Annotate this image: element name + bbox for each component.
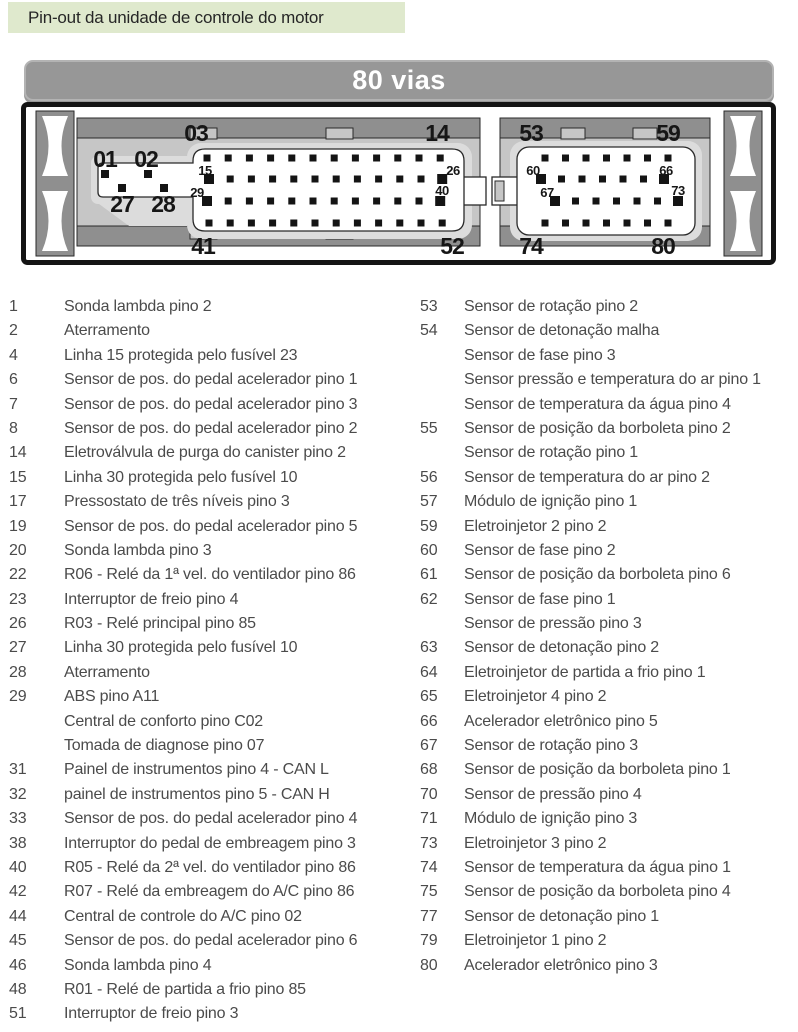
pin-label-73: 73 [671, 183, 685, 198]
pin-list-row [399, 515, 798, 539]
pin-dot [354, 176, 361, 183]
pin-dot [620, 176, 627, 183]
pin-number: 51 [9, 1005, 27, 1023]
pin-dot [288, 198, 295, 205]
pin-number: 6 [9, 371, 18, 389]
pin-description: Sensor de pos. do pedal acelerador pino 6 [64, 932, 358, 950]
pin-list-row [0, 734, 399, 758]
pin-list-row [399, 929, 798, 953]
pin-list-row [0, 832, 399, 856]
pin-dot [246, 198, 253, 205]
pin-list-row [0, 954, 399, 978]
pin-description: Sensor de posição da borboleta pino 6 [464, 566, 731, 584]
pin-description: R06 - Relé da 1ª vel. do ventilador pino 86 [64, 566, 356, 584]
pin-number: 70 [420, 785, 438, 803]
pin-label-03: 03 [184, 120, 208, 146]
pin-number: 22 [9, 566, 27, 584]
pin-dot [373, 155, 380, 162]
pin-description: painel de instrumentos pino 5 - CAN H [64, 785, 330, 803]
pin-description: Interruptor do pedal de embreagem pino 3 [64, 834, 356, 852]
pin-list-row [0, 685, 399, 709]
pin-dot [542, 155, 549, 162]
pin-description: Sensor de temperatura da água pino 4 [464, 395, 731, 413]
pin-number: 45 [9, 932, 27, 950]
pin-dot [269, 220, 276, 227]
pin-number: 57 [420, 493, 438, 511]
pin-dot [331, 198, 338, 205]
pin-label-26: 26 [446, 163, 460, 178]
pin-dot [373, 198, 380, 205]
pin-dot [418, 220, 425, 227]
pin-dot [579, 176, 586, 183]
pin-description: Eletroinjetor 1 pino 2 [464, 932, 607, 950]
pin-description: Módulo de ignição pino 3 [464, 810, 638, 828]
pin-list-row [399, 905, 798, 929]
pin-description: Módulo de ignição pino 1 [464, 493, 638, 511]
pin-number: 20 [9, 541, 27, 559]
pin-dot [290, 220, 297, 227]
pin-dot [624, 220, 631, 227]
pin-description: Sensor de fase pino 2 [464, 541, 616, 559]
pin-list-row [0, 466, 399, 490]
pin-dot [396, 220, 403, 227]
pin-list-row [0, 563, 399, 587]
pin-dot [225, 155, 232, 162]
pin-label-41: 41 [191, 233, 215, 259]
pin-number: 42 [9, 883, 27, 901]
pin-number: 64 [420, 663, 438, 681]
pin-number: 29 [9, 688, 27, 706]
pin-dot [267, 155, 274, 162]
pin-list-row [399, 832, 798, 856]
keying-notch [326, 128, 353, 139]
pin-dot [396, 176, 403, 183]
pin-number [420, 393, 464, 417]
pin-dot [654, 198, 661, 205]
left-connector-key-tab [462, 177, 486, 205]
pin-number [9, 710, 64, 734]
pin-list-row [399, 661, 798, 685]
pin-description: Sensor de pos. do pedal acelerador pino 1 [64, 371, 358, 389]
pin-list-row [0, 807, 399, 831]
pin-number: 44 [9, 907, 27, 925]
pin-list-row [399, 734, 798, 758]
pin-dot [603, 155, 610, 162]
pin-dot [227, 220, 234, 227]
connector-header-bar [24, 60, 774, 101]
pin-description: Sensor de pos. do pedal acelerador pino 5 [64, 517, 358, 535]
pin-number: 4 [9, 346, 18, 364]
pin-number: 31 [9, 761, 27, 779]
pin-list-row [399, 539, 798, 563]
pin-description: Sensor de temperatura do ar pino 2 [464, 468, 710, 486]
pin-list-row [0, 661, 399, 685]
pin-dot [227, 176, 234, 183]
pin-description: Sensor de detonação malha [464, 322, 660, 340]
pin-number: 33 [9, 810, 27, 828]
pin-description: Acelerador eletrônico pino 3 [464, 956, 658, 974]
pin-list-row [0, 929, 399, 953]
pin-list-row [399, 368, 798, 392]
pin-number: 26 [9, 615, 27, 633]
right-key-tab-insert [495, 181, 504, 201]
pin-number: 59 [420, 517, 438, 535]
pin-dot [603, 220, 610, 227]
pin-number: 71 [420, 810, 438, 828]
pin-list-row [399, 466, 798, 490]
pin-description: Acelerador eletrônico pino 5 [464, 712, 658, 730]
pin-label-60: 60 [526, 163, 540, 178]
pin-number [420, 368, 464, 392]
pin-description: Sensor de pressão pino 4 [464, 785, 642, 803]
pin-description: Linha 15 protegida pelo fusível 23 [64, 346, 298, 364]
pin-description: Tomada de diagnose pino 07 [64, 737, 265, 755]
keying-notch [561, 128, 585, 139]
pin-dot [352, 155, 359, 162]
connector-header-label: 80 vias [352, 65, 446, 95]
pin-dot [665, 155, 672, 162]
pin-list-row [399, 758, 798, 782]
pin-list-row [0, 417, 399, 441]
pin-number: 27 [9, 639, 27, 657]
pin-number: 14 [9, 444, 27, 462]
pin-description: Sensor de posição da borboleta pino 1 [464, 761, 731, 779]
pin-list-row [0, 612, 399, 636]
pin-number: 19 [9, 517, 27, 535]
pin-description: Sensor de rotação pino 1 [464, 444, 638, 462]
pin-number [420, 612, 464, 636]
pin-list-row [0, 539, 399, 563]
right-mount-clip-icon [724, 111, 762, 256]
pin-description: Interruptor de freio pino 4 [64, 590, 239, 608]
pin-list-row [0, 344, 399, 368]
page-title: Pin-out da unidade de controle do motor [28, 8, 324, 27]
pin-label-67: 67 [540, 185, 554, 200]
pin-description: Sensor de fase pino 3 [464, 346, 616, 364]
pin-list-row [0, 978, 399, 1002]
pin-list-row [0, 710, 399, 734]
pin-label-74: 74 [519, 233, 543, 259]
pin-list-row [0, 393, 399, 417]
pin-description: Sonda lambda pino 4 [64, 956, 212, 974]
pin-number: 54 [420, 322, 438, 340]
pin-list-row [399, 856, 798, 880]
pin-description: Sensor de pos. do pedal acelerador pino 4 [64, 810, 358, 828]
pin-description: Aterramento [64, 663, 150, 681]
pin-list-row [0, 368, 399, 392]
pin-dot [248, 220, 255, 227]
pin-number: 8 [9, 419, 18, 437]
pin-dot [640, 176, 647, 183]
pin-dot [437, 155, 444, 162]
pin-dot [583, 155, 590, 162]
pin-dot [583, 220, 590, 227]
pin-number: 1 [9, 298, 18, 315]
pin-label-52: 52 [440, 233, 464, 259]
pin-description: Eletroválvula de purga do canister pino 2 [64, 444, 346, 462]
pin-description: R03 - Relé principal pino 85 [64, 615, 256, 633]
pin-dot [418, 176, 425, 183]
pin-description: Central de conforto pino C02 [64, 712, 263, 730]
pin-number: 67 [420, 737, 438, 755]
pin-list-row [399, 588, 798, 612]
pin-dot [248, 176, 255, 183]
pin-list-row [399, 636, 798, 660]
pin-description: Eletroinjetor 2 pino 2 [464, 517, 607, 535]
pin-label-28: 28 [151, 191, 175, 217]
right-connector [492, 118, 710, 259]
pin-list-row [0, 1002, 399, 1026]
pin-label-29: 29 [190, 185, 204, 200]
pin-description: Sensor de temperatura da água pino 1 [464, 858, 731, 876]
pin-dot [352, 198, 359, 205]
pin-dot [267, 198, 274, 205]
pin-description: Pressostato de três níveis pino 3 [64, 493, 290, 511]
pin-dot [312, 176, 319, 183]
pin-list-row [0, 490, 399, 514]
pin-dot [613, 198, 620, 205]
pin-number: 2 [9, 322, 18, 340]
pin-label-53: 53 [519, 120, 543, 146]
pin-description: Sensor de pos. do pedal acelerador pino 2 [64, 419, 358, 437]
pin-description: R05 - Relé da 2ª vel. do ventilador pino 86 [64, 858, 356, 876]
pin-list-row [0, 319, 399, 343]
pin-dot [624, 155, 631, 162]
pin-description: Sensor de pos. do pedal acelerador pino 3 [64, 395, 358, 413]
pin-number: 68 [420, 761, 438, 779]
pin-list-row [0, 515, 399, 539]
page-title-bar [8, 2, 405, 33]
pin-description: R01 - Relé de partida a frio pino 85 [64, 980, 306, 998]
pin-number: 66 [420, 712, 438, 730]
pin-dot [354, 220, 361, 227]
pin-list-row [0, 295, 399, 319]
pin-number: 40 [9, 858, 27, 876]
pin-dot [558, 176, 565, 183]
pin-list-row [399, 612, 798, 636]
pin-list-row [399, 295, 798, 319]
pin-label-59: 59 [656, 120, 680, 146]
pin-label-80: 80 [651, 233, 675, 259]
pin-number [420, 441, 464, 465]
pin-list-row [399, 441, 798, 465]
left-connector [77, 118, 486, 259]
pin-list-row [0, 783, 399, 807]
pin-description: Sensor de fase pino 1 [464, 590, 616, 608]
pin-dot [333, 220, 340, 227]
pin-description: Sensor de detonação pino 2 [464, 639, 659, 657]
pin-description: Aterramento [64, 322, 150, 340]
pin-dot [416, 198, 423, 205]
pin-description: Eletroinjetor 4 pino 2 [464, 688, 607, 706]
pin-list-row [0, 636, 399, 660]
pin-legend-left-column [0, 295, 399, 1027]
pin-number: 77 [420, 907, 438, 925]
pin-label-15: 15 [198, 163, 212, 178]
pin-number [9, 734, 64, 758]
pin-number: 48 [9, 980, 27, 998]
pin-description: Sensor pressão e temperatura do ar pino 1 [464, 371, 761, 389]
pin-number: 80 [420, 956, 438, 974]
pin-number: 38 [9, 834, 27, 852]
pin-number: 63 [420, 639, 438, 657]
pin-list-row [0, 905, 399, 929]
pin-description: Sensor de posição da borboleta pino 2 [464, 419, 731, 437]
pin-description: Linha 30 protegida pelo fusível 10 [64, 639, 298, 657]
pin-list-row [399, 490, 798, 514]
pin-number: 28 [9, 663, 27, 681]
pin-list-row [0, 588, 399, 612]
pin-description: Linha 30 protegida pelo fusível 10 [64, 468, 298, 486]
pin-number: 56 [420, 468, 438, 486]
pin-list-row [0, 856, 399, 880]
pin-description: Interruptor de freio pino 3 [64, 1005, 239, 1023]
pin-list-row [399, 417, 798, 441]
pin-dot [246, 155, 253, 162]
pin-number: 61 [420, 566, 438, 584]
pin-dot [375, 176, 382, 183]
pin-dot [312, 220, 319, 227]
pin-number: 55 [420, 419, 438, 437]
pin-description: Eletroinjetor 3 pino 2 [464, 834, 607, 852]
pin-dot [394, 155, 401, 162]
pin-label-02: 02 [134, 146, 158, 172]
pin-label-01: 01 [93, 146, 117, 172]
pin-dot [288, 155, 295, 162]
pin-number: 17 [9, 493, 27, 511]
pin-description: Sensor de pressão pino 3 [464, 615, 642, 633]
pin-list-row [399, 393, 798, 417]
pin-number: 74 [420, 858, 438, 876]
keying-notch [633, 128, 657, 139]
pin-list-row [0, 441, 399, 465]
pin-dot [225, 198, 232, 205]
pin-dot [599, 176, 606, 183]
pin-number: 73 [420, 834, 438, 852]
pin-number: 79 [420, 932, 438, 950]
pin-number [420, 344, 464, 368]
pin-description: Sensor de posição da borboleta pino 4 [464, 883, 731, 901]
pin-dot [644, 220, 651, 227]
pin-dot [644, 155, 651, 162]
pin-number: 75 [420, 883, 438, 901]
pin-list-row [0, 758, 399, 782]
pin-list-row [399, 685, 798, 709]
pin-list-row [399, 954, 798, 978]
pin-list-row [399, 807, 798, 831]
pin-dot [562, 220, 569, 227]
pin-description: ABS pino A11 [64, 688, 160, 706]
pin-label-14: 14 [425, 120, 449, 146]
pin-description: Central de controle do A/C pino 02 [64, 907, 302, 925]
pin-legend [0, 295, 798, 1027]
connector-diagram [21, 101, 777, 266]
pin-list-row [399, 880, 798, 904]
pin-number: 46 [9, 956, 27, 974]
pin-list-row [399, 783, 798, 807]
pin-dot [542, 220, 549, 227]
pin-dot [310, 198, 317, 205]
pin-list-row [399, 710, 798, 734]
pin-description: Sensor de rotação pino 3 [464, 737, 638, 755]
pin-description: Eletroinjetor de partida a frio pino 1 [464, 663, 706, 681]
left-connector-top-rail [77, 118, 480, 138]
pin-dot [290, 176, 297, 183]
pin-dot [375, 220, 382, 227]
pin-description: Painel de instrumentos pino 4 - CAN L [64, 761, 329, 779]
pin-number: 65 [420, 688, 438, 706]
pin-number: 23 [9, 590, 27, 608]
pin-dot [634, 198, 641, 205]
pin-dot [593, 198, 600, 205]
pin-list-row [0, 880, 399, 904]
pin-dot [562, 155, 569, 162]
left-mount-clip-icon [36, 111, 74, 256]
pin-label-66: 66 [659, 163, 673, 178]
pin-number: 15 [9, 468, 27, 486]
pin-description: R07 - Relé da embreagem do A/C pino 86 [64, 883, 355, 901]
pin-dot [206, 220, 213, 227]
pin-number: 32 [9, 785, 27, 803]
pin-number: 7 [9, 395, 18, 413]
pin-description: Sonda lambda pino 3 [64, 541, 212, 559]
pin-description: Sensor de detonação pino 1 [464, 907, 659, 925]
pin-number: 53 [420, 298, 438, 315]
pin-number: 60 [420, 541, 438, 559]
pin-dot [665, 220, 672, 227]
pin-dot [394, 198, 401, 205]
pin-legend-right-column [399, 295, 798, 1027]
pin-description: Sonda lambda pino 2 [64, 298, 212, 315]
pin-dot [310, 155, 317, 162]
pin-dot [331, 155, 338, 162]
pin-dot [204, 155, 211, 162]
pin-dot [269, 176, 276, 183]
pin-list-row [399, 319, 798, 343]
pin-description: Sensor de rotação pino 2 [464, 298, 638, 315]
pin-label-27: 27 [110, 191, 134, 217]
pin-label-40: 40 [435, 183, 449, 198]
pin-number: 62 [420, 590, 438, 608]
pin-dot [439, 220, 446, 227]
pin-dot [416, 155, 423, 162]
pin-list-row [399, 563, 798, 587]
pin-dot [333, 176, 340, 183]
pin-list-row [399, 344, 798, 368]
pin-dot [572, 198, 579, 205]
